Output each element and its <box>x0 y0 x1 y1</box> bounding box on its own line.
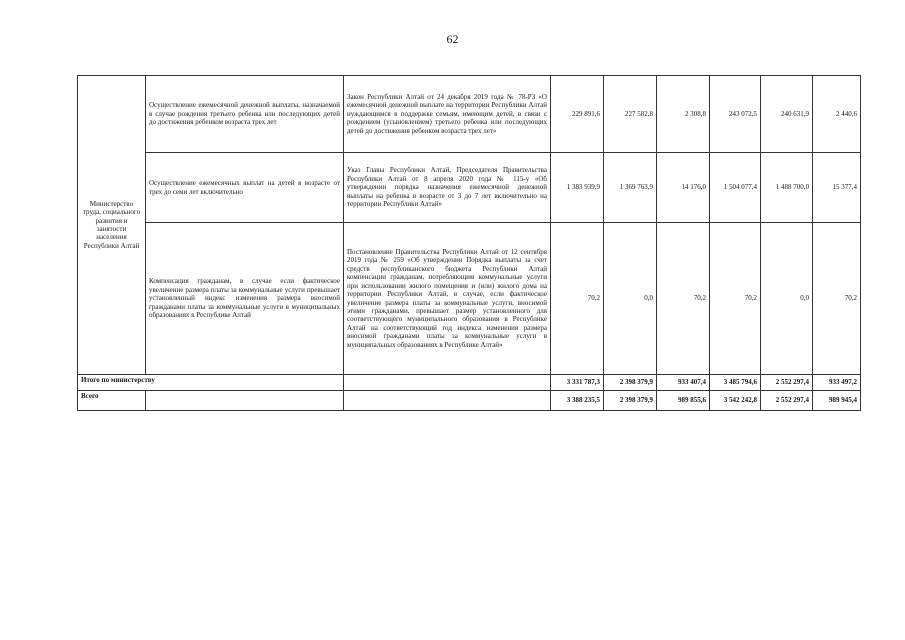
value-cell: 227 582,8 <box>604 76 657 153</box>
value-cell: 1 383 939,9 <box>551 153 604 223</box>
table-row <box>78 223 861 375</box>
total-value-cell: 3 485 794,6 <box>710 375 761 391</box>
measure-cell: Компенсация гражданам, в случае если фактическое увеличение размера платы за коммунальные услуги превышает установленный индекс изменения размера вносимой гражданами платы за коммунальные услуги в муниципальных образованиях в Республике Алтай <box>146 223 344 375</box>
value-cell: 0,0 <box>761 223 813 375</box>
total-value-cell: 3 542 242,8 <box>710 391 761 411</box>
measure-cell: Осуществление ежемесячных выплат на детей в возрасте от трех до семи лет включительно <box>146 153 344 223</box>
value-cell: 15 377,4 <box>813 153 861 223</box>
value-cell: 1 504 077,4 <box>710 153 761 223</box>
value-cell: 0,0 <box>604 223 657 375</box>
total-label: Всего <box>78 391 146 411</box>
grand-total-row <box>78 391 861 411</box>
value-cell: 70,2 <box>813 223 861 375</box>
total-value-cell: 933 497,2 <box>813 375 861 391</box>
table-row <box>78 76 861 153</box>
empty-cell <box>344 391 551 411</box>
value-cell: 240 631,9 <box>761 76 813 153</box>
page-number: 62 <box>446 32 459 46</box>
table-row <box>78 153 861 223</box>
legal-basis-cell: Указ Главы Республики Алтай, Председателя Правительства Республики Алтай от 8 апреля 2020 года № 115-у «Об утверждении порядка назначения ежемесячной денежной выплаты на ребенка в возрасте от 3 до 7 лет включительно на территории Республики Алтай» <box>344 153 551 223</box>
ministry-cell: Министерство труда, социального развития и занятости населения Республики Алтай <box>78 76 146 375</box>
legal-basis-cell: Постановление Правительства Республики Алтай от 12 сентября 2019 года № 259 «Об утверждении Порядка выплаты за счет средств республиканского бюджета Республики Алтай компенсации гражданам, потребляющим коммунальные услуги при использовании жилого помещения и (или) жилого дома на территории Республики Алтай, в случае, если фактическое увеличение размера платы за коммунальные услуги, вносимой этими гражданами, превышает размер установленного для соответствующего муниципального образования в Республике Алтай на соответствующий год индекса изменения размера вносимой гражданами платы за коммунальные услуги в муниципальных образованиях в Республике Алтай» <box>344 223 551 375</box>
measure-cell: Осуществление ежемесячной денежной выплаты, назначаемой в случае рождения третьего ребенка или последующих детей до достижения ребенком возраста трех лет <box>146 76 344 153</box>
value-cell: 70,2 <box>551 223 604 375</box>
total-label: Итого по министерству <box>78 375 344 391</box>
value-cell: 2 308,8 <box>657 76 710 153</box>
ministry-total-row <box>78 375 861 391</box>
value-cell: 2 440,6 <box>813 76 861 153</box>
value-cell: 229 891,6 <box>551 76 604 153</box>
value-cell: 70,2 <box>710 223 761 375</box>
total-value-cell: 3 331 787,3 <box>551 375 604 391</box>
empty-cell <box>344 375 551 391</box>
total-value-cell: 3 388 235,5 <box>551 391 604 411</box>
budget-table <box>77 75 861 411</box>
legal-basis-cell: Закон Республики Алтай от 24 декабря 2019 года № 78-РЗ «О ежемесячной денежной выплате на территории Республики Алтай нуждающимся в поддержке семьям, имеющим детей, в связи с рождением (усыновлением) третьего ребенка или последующих детей до достижения ребенком возраста трех лет» <box>344 76 551 153</box>
value-cell: 14 176,0 <box>657 153 710 223</box>
total-value-cell: 2 552 297,4 <box>761 391 813 411</box>
total-value-cell: 989 945,4 <box>813 391 861 411</box>
value-cell: 70,2 <box>657 223 710 375</box>
value-cell: 243 072,5 <box>710 76 761 153</box>
total-value-cell: 2 552 297,4 <box>761 375 813 391</box>
empty-cell <box>146 391 344 411</box>
value-cell: 1 369 763,9 <box>604 153 657 223</box>
total-value-cell: 989 855,6 <box>657 391 710 411</box>
total-value-cell: 2 398 379,9 <box>604 375 657 391</box>
total-value-cell: 933 407,4 <box>657 375 710 391</box>
value-cell: 1 488 700,0 <box>761 153 813 223</box>
total-value-cell: 2 398 379,9 <box>604 391 657 411</box>
